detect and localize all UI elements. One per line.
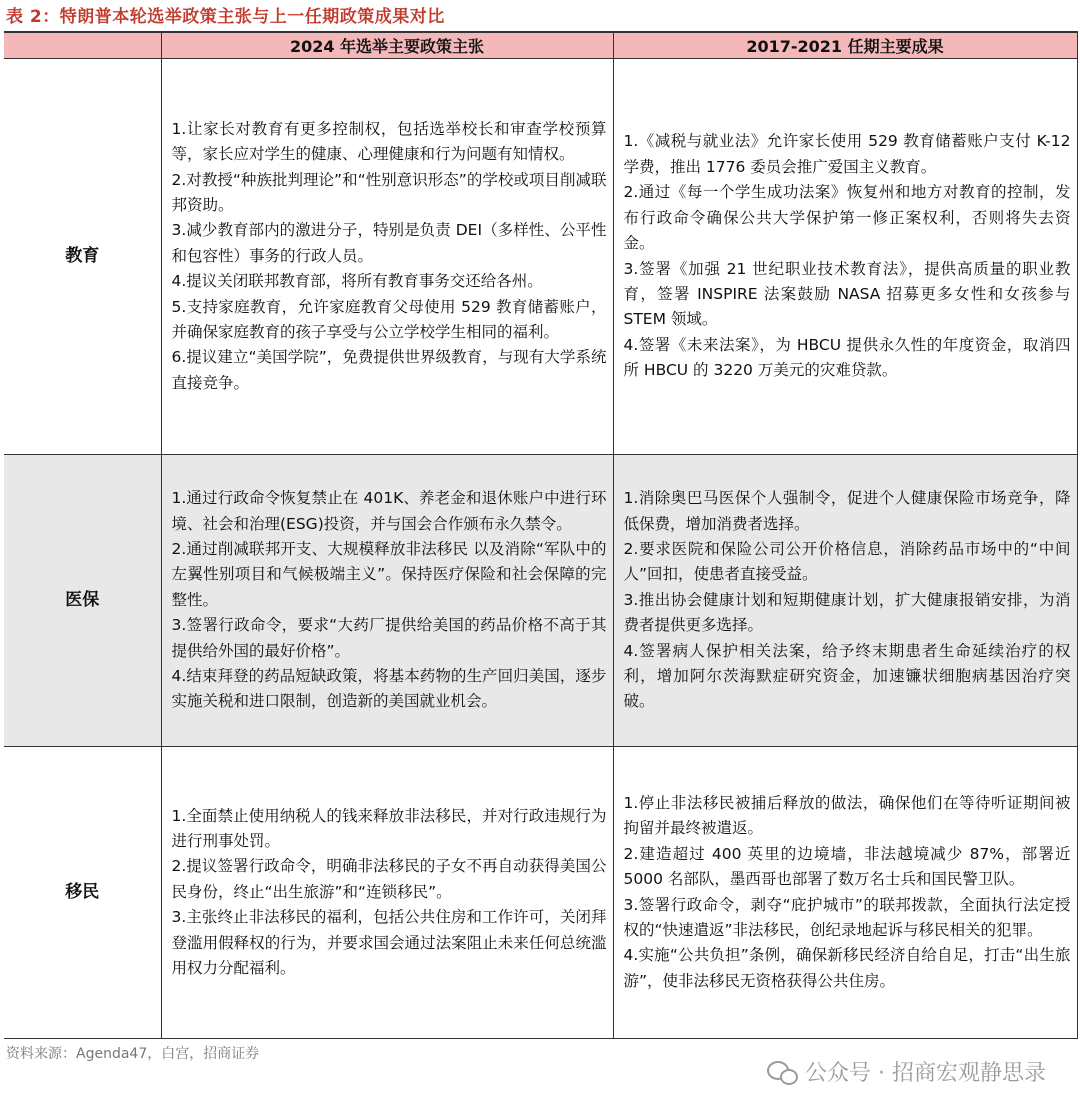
row-education [4,59,1077,455]
list-item: 1.《减税与就业法》允许家长使用 529 教育储蓄账户支付 K-12 学费，推出 1776 委员会推广爱国主义教育。 [623,132,1071,176]
list-item: 4.签署病人保护相关法案，给予终末期患者生命延续治疗的权利，增加阿尔茨海默症研究资金，加速镰状细胞病基因治疗突破。 [623,641,1071,711]
list-item: 2.通过《每一个学生成功法案》恢复州和地方对教育的控制，发布行政命令确保公共大学保护第一修正案权利，否则将失去资金。 [623,183,1071,253]
list-item: 5.支持家庭教育，允许家庭教育父母使用 529 教育储蓄账户，并确保家庭教育的孩子享受与公立学校学生相同的福利。 [171,297,607,342]
header-row [4,32,1077,59]
list-item: 2.提议签署行政命令，明确非法移民的子女不再自动获得美国公民身份，终止“出生旅游”和“连锁移民”。 [171,857,607,901]
source-note: 资料来源：Agenda47，白宫，招商证券 [6,1046,260,1062]
list-item: 2.通过削减联邦开支、大规模释放非法移民 以及消除“军队中的左翼性别项目和气候极端主义”。保持医疗保险和社会保障的完整性。 [171,539,607,609]
list-item: 2.建造超过 400 英里的边境墙，非法越境减少 87%，部署近 5000 名部队，墨西哥也部署了数万名士兵和国民警卫队。 [623,844,1071,889]
header-2024-policy: 2024 年选举主要政策主张 [161,32,613,59]
list-item: 4.实施“公共负担”条例，确保新移民经济自给自足，打击“出生旅游”，使非法移民无资格获得公共住房。 [623,946,1071,990]
healthcare-2017-2021-results [613,455,1077,747]
category-immigration: 移民 [4,747,161,1039]
list-item: 6.提议建立“美国学院”，免费提供世界级教育，与现有大学系统直接竞争。 [171,348,607,392]
list-item: 1.让家长对教育有更多控制权，包括选举校长和审查学校预算等，家长应对学生的健康、心理健康和行为问题有知情权。 [171,119,607,164]
immigration-2024-policies [161,747,613,1039]
row-immigration [4,747,1077,1039]
watermark [767,1056,1046,1087]
list-item: 4.签署《未来法案》，为 HBCU 提供永久性的年度资金，取消四所 HBCU 的 3220 万美元的灾难贷款。 [623,335,1071,380]
list-item: 1.通过行政命令恢复禁止在 401K、养老金和退休账户中进行环境、社会和治理(ESG)投资，并与国会合作颁布永久禁令。 [171,489,607,533]
immigration-2017-2021-results [613,747,1077,1039]
row-healthcare [4,455,1077,747]
list-item: 2.对教授“种族批判理论”和“性别意识形态”的学校或项目削减联邦资助。 [171,170,607,214]
list-item: 3.签署《加强 21 世纪职业技术教育法》，提供高质量的职业教育，签署 INSPIRE 法案鼓励 NASA 招募更多女性和女孩参与 STEM 领域。 [623,259,1071,329]
policy-comparison-table [4,31,1078,1039]
list-item: 3.签署行政命令，要求“大药厂提供给美国的药品价格不高于其提供给外国的最好价格”。 [171,616,607,660]
list-item: 4.提议关闭联邦教育部，将所有教育事务交还给各州。 [171,272,543,291]
list-item: 1.消除奥巴马医保个人强制令，促进个人健康保险市场竞争，降低保费，增加消费者选择。 [623,489,1071,533]
list-item: 1.停止非法移民被捕后释放的做法，确保他们在等待听证期间被拘留并最终被遣返。 [623,793,1071,838]
list-item: 3.减少教育部内的激进分子，特别是负责 DEI（多样性、公平性和包容性）事务的行政人员。 [171,221,607,265]
list-item: 4.结束拜登的药品短缺政策，将基本药物的生产回归美国，逐步实施关税和进口限制，创造新的美国就业机会。 [171,667,607,711]
education-2017-2021-results [613,59,1077,455]
category-education: 教育 [4,59,161,455]
list-item: 2.要求医院和保险公司公开价格信息，消除药品市场中的“中间人”回扣，使患者直接受益。 [623,539,1071,584]
wechat-icon [767,1060,797,1084]
category-healthcare: 医保 [4,455,161,747]
list-item: 3.主张终止非法移民的福利，包括公共住房和工作许可，关闭拜登滥用假释权的行为，并要求国会通过法案阻止未来任何总统滥用权力分配福利。 [171,908,607,978]
list-item: 1.全面禁止使用纳税人的钱来释放非法移民，并对行政违规行为进行刑事处罚。 [171,806,607,850]
list-item: 3.推出协会健康计划和短期健康计划，扩大健康报销安排，为消费者提供更多选择。 [623,590,1071,635]
healthcare-2024-policies [161,455,613,747]
list-item: 3.签署行政命令，剥夺“庇护城市”的联邦拨款，全面执行法定授权的“快速遣返”非法移民，创纪录地起诉与移民相关的犯罪。 [623,895,1071,939]
education-2024-policies [161,59,613,455]
header-2017-2021-results: 2017-2021 任期主要成果 [613,32,1077,59]
header-category-blank [4,32,161,59]
table-title: 表 2：特朗普本轮选举政策主张与上一任期政策成果对比 [6,7,445,27]
watermark-text: 公众号 · 招商宏观静思录 [805,1061,1046,1086]
